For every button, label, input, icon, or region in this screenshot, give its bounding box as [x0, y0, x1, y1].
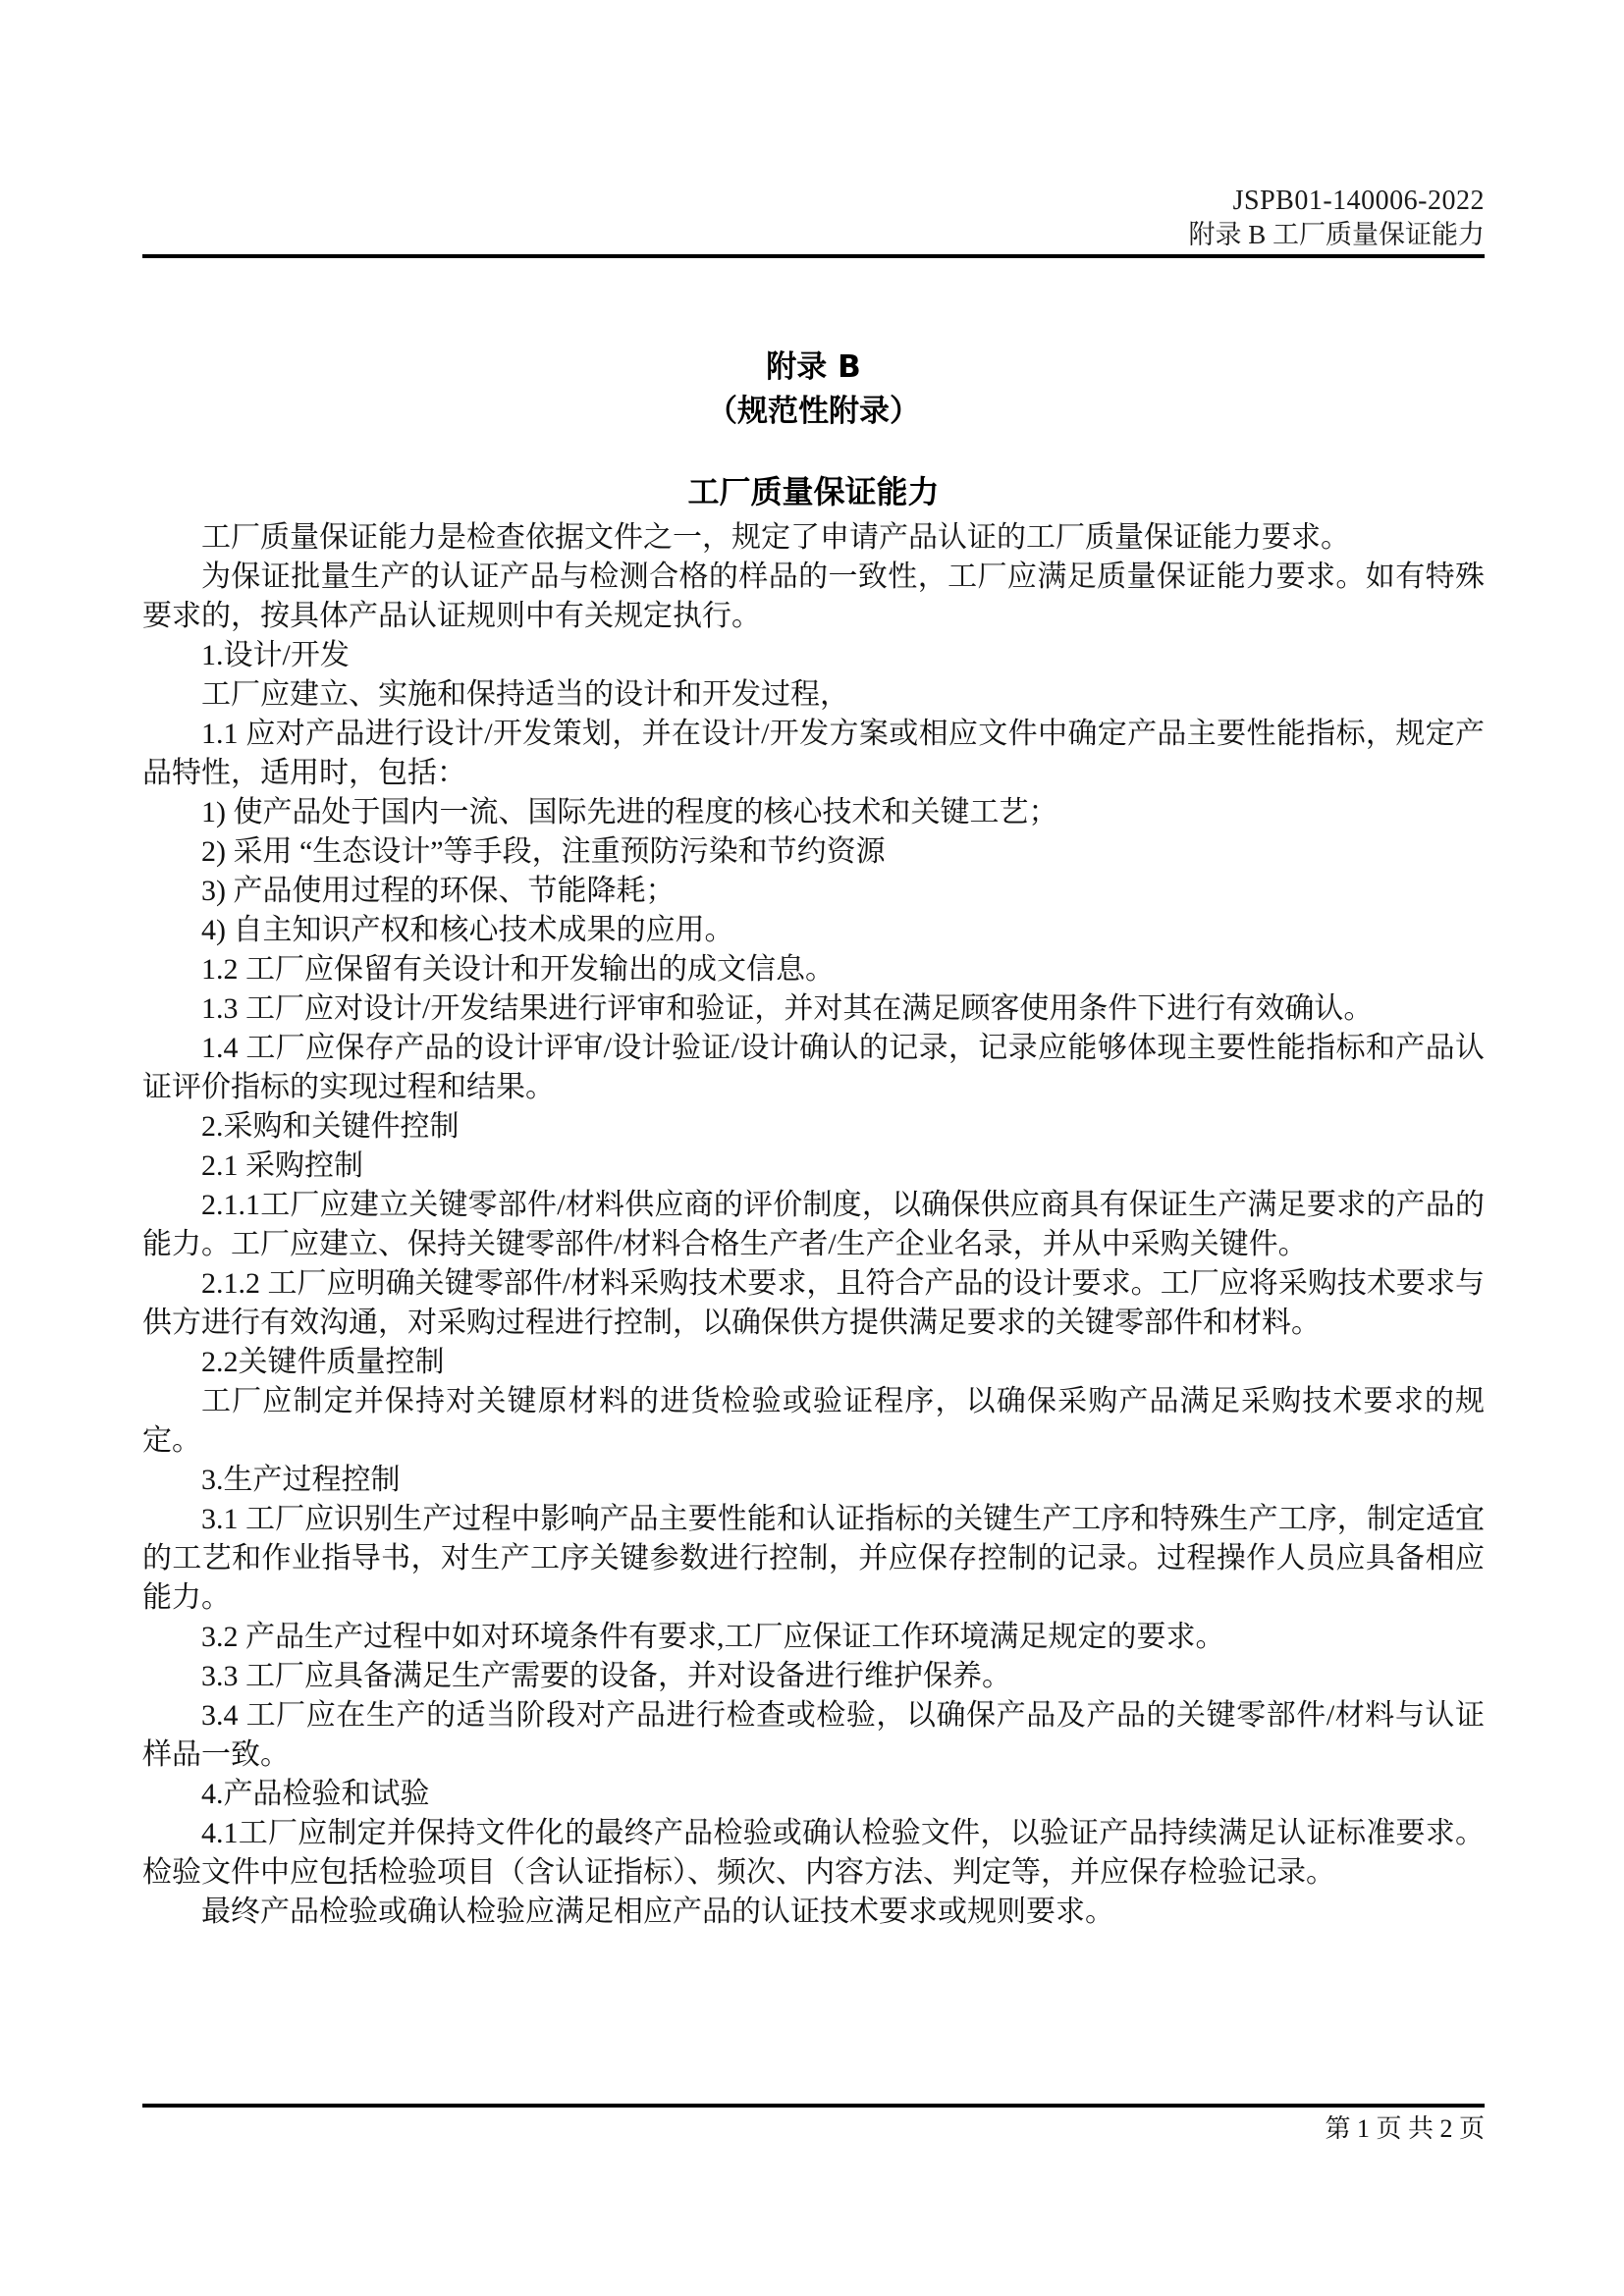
paragraph: 2.1.1工厂应建立关键零部件/材料供应商的评价制度，以确保供应商具有保证生产满足要求的产品的能力。工厂应建立、保持关键零部件/材料合格生产者/生产企业名录，并从中采购关键件。 — [142, 1189, 1485, 1260]
main-title: 工厂质量保证能力 — [687, 473, 940, 510]
page-header — [142, 185, 1485, 251]
paragraph: 4.1工厂应制定并保持文件化的最终产品检验或确认检验文件，以验证产品持续满足认证标准要求。检验文件中应包括检验项目（含认证指标）、频次、内容方法、判定等，并应保存检验记录。 — [142, 1817, 1485, 1889]
header-divider — [142, 254, 1485, 258]
appendix-title: 附录 B — [766, 349, 861, 385]
paragraph: 最终产品检验或确认检验应满足相应产品的认证技术要求或规则要求。 — [201, 1896, 1114, 1928]
paragraph: 2.1 采购控制 — [201, 1149, 363, 1182]
paragraph: 2.2关键件质量控制 — [201, 1346, 445, 1378]
paragraph: 1) 使产品处于国内一流、国际先进的程度的核心技术和关键工艺； — [201, 796, 1058, 828]
document-body — [142, 518, 1485, 1932]
paragraph: 3.4 工厂应在生产的适当阶段对产品进行检查或检验，以确保产品及产品的关键零部件/材料与认证样品一致。 — [142, 1699, 1485, 1771]
document-code: JSPB01-140006-2022 — [1232, 186, 1485, 216]
paragraph: 3) 产品使用过程的环保、节能降耗； — [201, 875, 676, 907]
paragraph: 为保证批量生产的认证产品与检测合格的样品的一致性，工厂应满足质量保证能力要求。如有特殊要求的，按具体产品认证规则中有关规定执行。 — [142, 561, 1485, 632]
paragraph: 4) 自主知识产权和核心技术成果的应用。 — [201, 914, 734, 946]
paragraph: 2.采购和关键件控制 — [201, 1110, 460, 1143]
title-block — [142, 346, 1485, 512]
paragraph: 4.产品检验和试验 — [201, 1778, 430, 1810]
page-number: 第 1 页 共 2 页 — [1325, 2114, 1485, 2143]
paragraph: 1.1 应对产品进行设计/开发策划，并在设计/开发方案或相应文件中确定产品主要性能指标，规定产品特性，适用时，包括： — [142, 718, 1485, 789]
paragraph: 1.设计/开发 — [201, 639, 350, 671]
paragraph: 2) 采用 “生态设计”等手段，注重预防污染和节约资源 — [201, 835, 886, 868]
paragraph: 2.1.2 工厂应明确关键零部件/材料采购技术要求，且符合产品的设计要求。工厂应将采购技术要求与供方进行有效沟通，对采购过程进行控制，以确保供方提供满足要求的关键零部件和材料。 — [142, 1267, 1485, 1339]
paragraph: 3.2 产品生产过程中如对环境条件有要求,工厂应保证工作环境满足规定的要求。 — [201, 1621, 1225, 1653]
paragraph: 3.生产过程控制 — [201, 1464, 401, 1496]
paragraph: 1.2 工厂应保留有关设计和开发输出的成文信息。 — [201, 953, 835, 986]
paragraph: 3.1 工厂应识别生产过程中影响产品主要性能和认证指标的关键生产工序和特殊生产工序，制定适宜的工艺和作业指导书，对生产工序关键参数进行控制，并应保存控制的记录。过程操作人员应具备相应能力。 — [142, 1503, 1485, 1614]
paragraph: 1.4 工厂应保存产品的设计评审/设计验证/设计确认的记录，记录应能够体现主要性能指标和产品认证评价指标的实现过程和结果。 — [142, 1032, 1485, 1103]
footer-divider — [142, 2104, 1485, 2108]
paragraph: 1.3 工厂应对设计/开发结果进行评审和验证，并对其在满足顾客使用条件下进行有效确认。 — [201, 992, 1374, 1025]
paragraph: 工厂质量保证能力是检查依据文件之一，规定了申请产品认证的工厂质量保证能力要求。 — [201, 521, 1350, 554]
paragraph: 工厂应制定并保持对关键原材料的进货检验或验证程序，以确保采购产品满足采购技术要求的规定。 — [142, 1385, 1485, 1457]
normative-subtitle: （规范性附录） — [707, 394, 920, 429]
header-appendix-label: 附录 B 工厂质量保证能力 — [1188, 220, 1485, 249]
paragraph: 工厂应建立、实施和保持适当的设计和开发过程， — [201, 678, 849, 711]
paragraph: 3.3 工厂应具备满足生产需要的设备，并对设备进行维护保养。 — [201, 1660, 1011, 1692]
